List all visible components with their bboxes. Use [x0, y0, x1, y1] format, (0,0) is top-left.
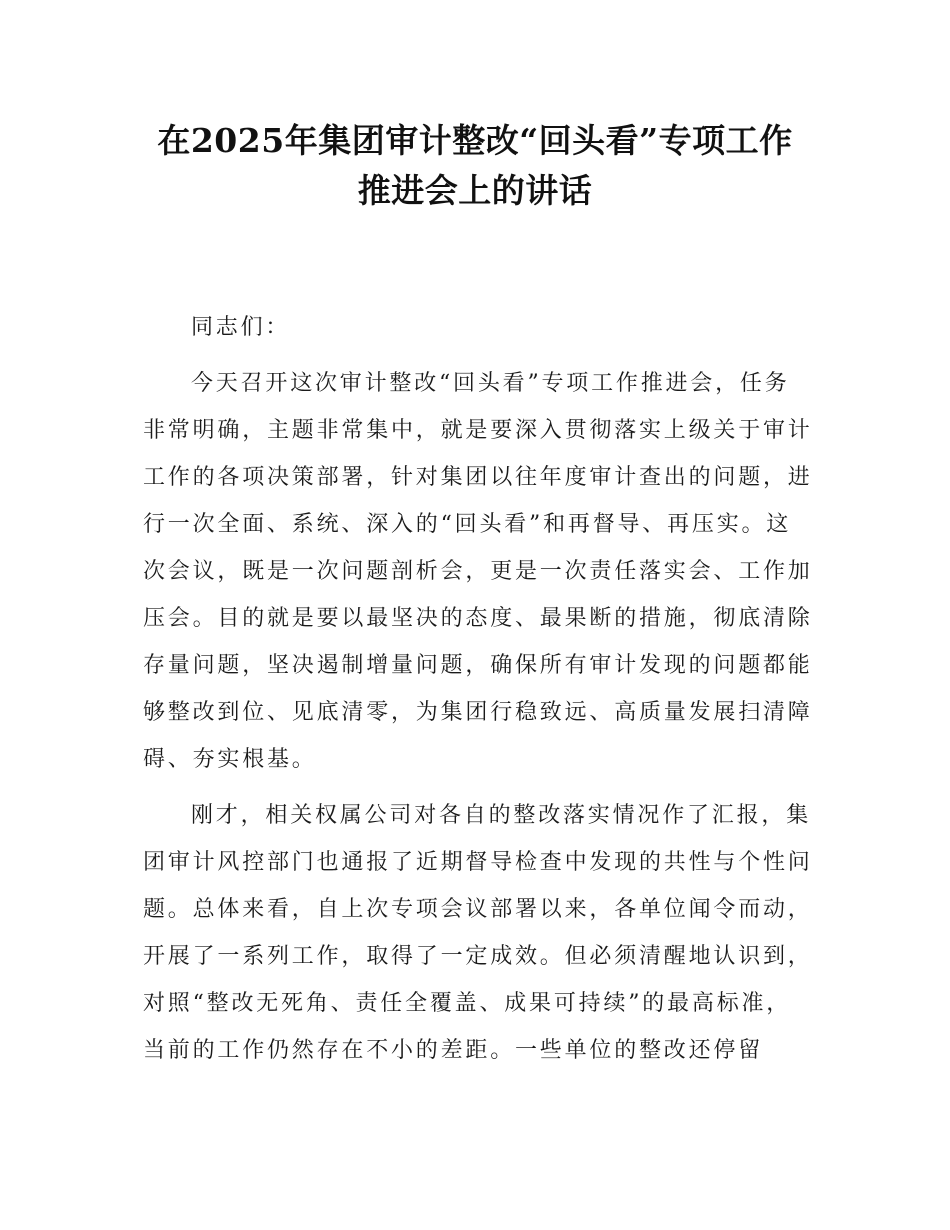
paragraph-line: 碍、夯实根基。 — [143, 747, 317, 772]
paragraph-line: 当前的工作仍然存在不小的差距。一些单位的整改还停留 — [143, 1038, 764, 1063]
paragraph-line: 对照“整改无死角、责任全覆盖、成果可持续”的最高标准， — [143, 991, 792, 1016]
paragraph-review — [143, 792, 813, 1074]
title-line-1: 在2025年集团审计整改“回头看”专项工作 — [157, 121, 793, 160]
paragraph-line: 今天召开这次审计整改“回头看”专项工作推进会，任务 — [191, 371, 790, 396]
paragraph-opening — [143, 360, 813, 783]
paragraph-line: 非常明确，主题非常集中，就是要深入贯彻落实上级关于审计 — [143, 418, 813, 443]
paragraph-line: 团审计风控部门也通报了近期督导检查中发现的共性与个性问 — [143, 850, 813, 875]
paragraph-line: 够整改到位、见底清零，为集团行稳致远、高质量发展扫清障 — [143, 700, 813, 725]
paragraph-line: 行一次全面、系统、深入的“回头看”和再督导、再压实。这 — [143, 512, 792, 537]
title-line-2: 推进会上的讲话 — [357, 171, 593, 210]
paragraph-line: 刚才，相关权属公司对各自的整改落实情况作了汇报，集 — [191, 803, 812, 828]
salutation: 同志们： — [191, 315, 291, 340]
document-title — [100, 116, 850, 216]
paragraph-line: 开展了一系列工作，取得了一定成效。但必须清醒地认识到， — [143, 944, 813, 969]
paragraph-line: 题。总体来看，自上次专项会议部署以来，各单位闻令而动， — [143, 897, 813, 922]
salutation-paragraph — [143, 304, 810, 351]
paragraph-line: 压会。目的就是要以最坚决的态度、最果断的措施，彻底清除 — [143, 606, 813, 631]
paragraph-line: 次会议，既是一次问题剖析会，更是一次责任落实会、工作加 — [143, 559, 813, 584]
paragraph-line: 存量问题，坚决遏制增量问题，确保所有审计发现的问题都能 — [143, 653, 813, 678]
document-body — [143, 304, 813, 1074]
paragraph-line: 工作的各项决策部署，针对集团以往年度审计查出的问题，进 — [143, 465, 813, 490]
